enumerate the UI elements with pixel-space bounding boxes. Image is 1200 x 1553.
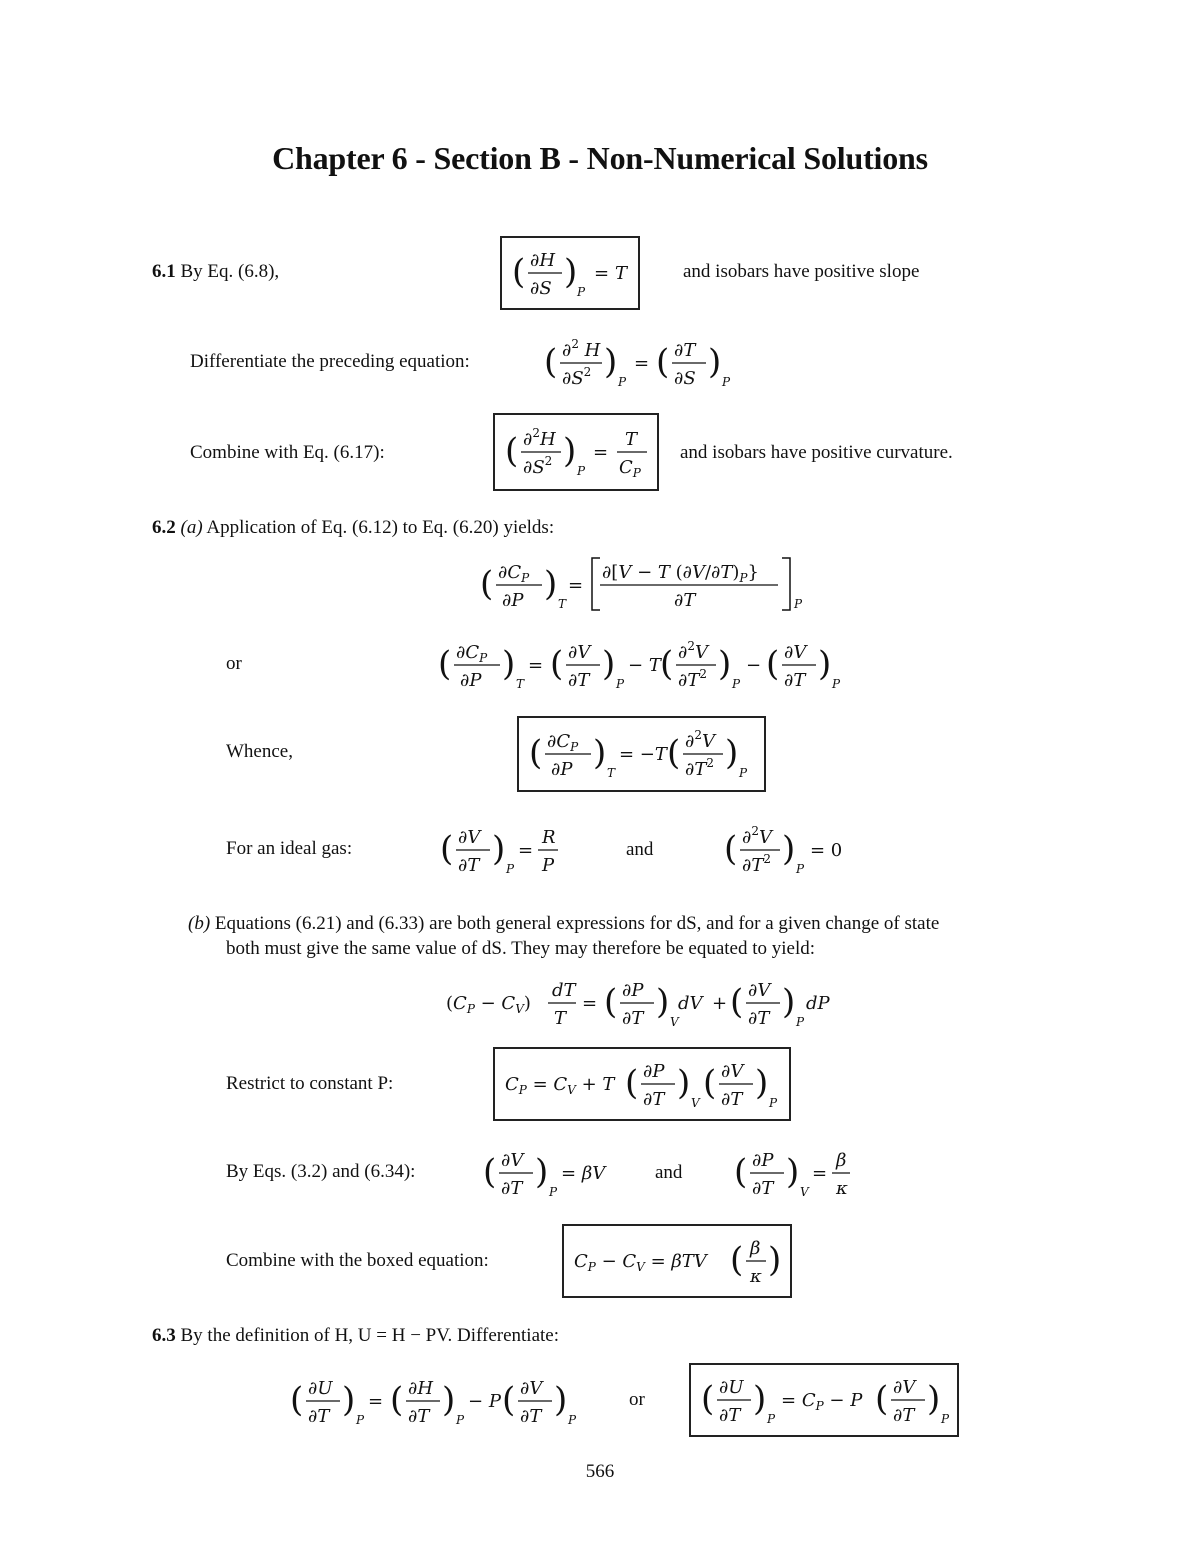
svg-text:∂U: ∂U <box>308 1378 333 1399</box>
svg-text:): ) <box>818 644 832 684</box>
svg-text:∂P: ∂P <box>622 980 644 1001</box>
combine-label: Combine with Eq. (6.17): <box>190 442 385 463</box>
svg-text:∂P: ∂P <box>752 1150 774 1171</box>
svg-text:(: ( <box>766 644 780 684</box>
svg-text:∂T: ∂T <box>748 1008 770 1029</box>
svg-text:CP = CV + T: $C_P = C_V + T$ <box>505 1074 615 1097</box>
svg-text:∂P: ∂P <box>551 759 573 780</box>
svg-text:P: P <box>767 1412 776 1426</box>
svg-text:∂2H: ∂$^2$H <box>523 426 556 450</box>
svg-text:∂T: ∂T <box>643 1089 665 1110</box>
svg-text:(: ( <box>390 1380 404 1420</box>
svg-text:P: P <box>549 1185 558 1199</box>
svg-text:): ) <box>544 564 558 604</box>
svg-text:(: ( <box>734 1152 748 1192</box>
svg-text:): ) <box>535 1152 549 1192</box>
svg-text:P: P <box>796 862 805 876</box>
svg-text:P: P <box>796 1015 805 1029</box>
svg-text:): ) <box>782 829 796 869</box>
svg-text:= βV: = βV <box>561 1163 606 1184</box>
svg-text:T: T <box>615 263 628 284</box>
problem-number: 6.1 <box>152 261 176 282</box>
svg-text:(: ( <box>724 829 738 869</box>
svg-text:∂T2: $\partial T^2$ <box>742 852 771 876</box>
svg-text:∂V: ∂V <box>458 827 481 848</box>
svg-text:CP − CV = βTV: $C_P - C_V = \beta TV$ <box>574 1251 707 1274</box>
svg-text:∂H: ∂H <box>408 1378 434 1399</box>
svg-text:(: ( <box>667 733 681 773</box>
svg-text:V: V <box>691 1096 700 1110</box>
svg-text:(: ( <box>701 1379 715 1419</box>
svg-text:T: T <box>554 1008 567 1029</box>
svg-text:= CP − P: = $C_P - P$ <box>781 1390 863 1413</box>
svg-text:=: = <box>528 655 544 676</box>
page-title: Chapter 6 - Section B - Non-Numerical Solutions <box>272 140 928 176</box>
svg-text:∂T: ∂T <box>752 1178 774 1199</box>
svg-text:): ) <box>927 1379 941 1419</box>
svg-text:(: ( <box>660 644 674 684</box>
svg-text:=: = <box>518 840 534 861</box>
svg-text:P: P <box>577 285 586 299</box>
svg-text:): ) <box>554 1380 568 1420</box>
and-connector: and <box>655 1162 683 1183</box>
svg-text:(: ( <box>875 1379 889 1419</box>
svg-text:P: P <box>769 1096 778 1110</box>
svg-text:∂T: ∂T <box>721 1089 743 1110</box>
svg-text:+: + <box>712 993 728 1014</box>
by-eqs-label: By Eqs. (3.2) and (6.34): <box>226 1161 416 1182</box>
svg-text:P: P <box>456 1413 465 1427</box>
svg-text:− P: − P <box>468 1391 501 1412</box>
svg-text:∂P: ∂P <box>460 670 482 691</box>
svg-text:∂T: ∂T <box>520 1406 542 1427</box>
svg-text:∂T: ∂T <box>622 1008 644 1029</box>
svg-text:∂CP: $\partial C_P$ <box>498 562 530 585</box>
svg-text:∂S2: $\partial S^2$ <box>523 454 553 478</box>
boxed-equation-Cp-Cv <box>493 1047 791 1121</box>
svg-text:∂U: ∂U <box>719 1377 744 1398</box>
svg-text:∂CP: $\partial C_P$ <box>456 642 488 665</box>
svg-text:P: P <box>568 1413 577 1427</box>
and-connector: and <box>626 839 654 860</box>
svg-text:∂2V: ∂$^2$V <box>678 639 708 663</box>
part-b-text-line1: Equations (6.21) and (6.33) are both general expressions for dS, and for a given change of state <box>214 913 940 934</box>
svg-text:T: T <box>625 429 638 450</box>
svg-text:∂V: ∂V <box>784 642 807 663</box>
svg-text:(: ( <box>438 644 452 684</box>
problem-6-1-curvature-note: and isobars have positive curvature. <box>680 442 953 463</box>
problem-6-1-lead-text: By Eq. (6.8), <box>180 261 280 282</box>
svg-text:=: = <box>568 575 584 596</box>
svg-text:P: P <box>577 464 586 478</box>
problem-6-3-lead <box>152 1324 559 1348</box>
svg-text:R: R <box>542 827 556 848</box>
svg-text:P: P <box>506 862 515 876</box>
part-marker-b: (b) <box>188 913 211 934</box>
svg-text:∂T2: $\partial T^2$ <box>678 667 707 691</box>
differentiate-label: Differentiate the preceding equation: <box>190 351 470 372</box>
svg-text:T: T <box>607 766 616 780</box>
svg-text:= 0: = 0 <box>810 840 843 861</box>
svg-text:∂P: ∂P <box>643 1061 665 1082</box>
svg-text:P: P <box>618 375 627 389</box>
equation-dH-dS-equals-T <box>502 238 638 308</box>
svg-text:∂T: ∂T <box>719 1405 741 1426</box>
combine-boxed-label: Combine with the boxed equation: <box>226 1250 489 1271</box>
svg-text:P: P <box>542 855 555 876</box>
svg-text:P: P <box>722 375 731 389</box>
svg-text:∂S2: $\partial S^2$ <box>562 365 592 389</box>
svg-text:): ) <box>492 829 506 869</box>
svg-text:∂T: ∂T <box>308 1406 330 1427</box>
svg-text:− T: − T <box>628 655 661 676</box>
svg-text:): ) <box>768 1240 782 1280</box>
problem-number: 6.2 <box>152 517 176 538</box>
equation-dCp-dP-expanded <box>436 630 856 705</box>
svg-text:(: ( <box>703 1063 717 1103</box>
svg-text:κ: κ <box>750 1266 762 1287</box>
svg-text:): ) <box>782 982 796 1022</box>
or-label: or <box>629 1389 645 1410</box>
equation-beta-V <box>481 1138 621 1213</box>
boxed-equation-dCp-dP <box>517 716 766 792</box>
svg-text:∂V: ∂V <box>568 642 591 663</box>
svg-text:): ) <box>342 1380 356 1420</box>
svg-text:): ) <box>755 1063 769 1103</box>
equation-ideal-gas-d2V-dT2 <box>722 815 862 890</box>
svg-text:P: P <box>832 677 841 691</box>
svg-text:∂T: ∂T <box>674 340 696 361</box>
svg-text:): ) <box>718 644 732 684</box>
svg-text:∂CP: $\partial C_P$ <box>547 731 579 754</box>
svg-text:(: ( <box>505 431 519 471</box>
svg-text:): ) <box>593 733 607 773</box>
svg-text:∂T: ∂T <box>784 670 806 691</box>
svg-text:∂T: ∂T <box>893 1405 915 1426</box>
svg-text:P: P <box>794 597 803 611</box>
svg-text:(: ( <box>544 342 558 382</box>
svg-text:): ) <box>442 1380 456 1420</box>
svg-text:∂V: ∂V <box>721 1061 744 1082</box>
ideal-gas-label: For an ideal gas: <box>226 838 353 859</box>
svg-text:(CP − CV): $(C_P - C_V)$ <box>446 993 531 1016</box>
svg-text:(: ( <box>502 1380 516 1420</box>
svg-text:∂2 H: ∂$^2$ H <box>562 337 601 361</box>
equation-dU-dT-expanded <box>288 1366 598 1441</box>
svg-text:= −T: = −T <box>619 744 667 765</box>
svg-text:∂H: ∂H <box>530 250 556 271</box>
svg-text:T: T <box>516 677 525 691</box>
svg-text:V: V <box>670 1015 679 1029</box>
svg-text:(: ( <box>290 1380 304 1420</box>
svg-text:∂S: ∂S <box>674 368 696 389</box>
svg-text:): ) <box>786 1152 800 1192</box>
svg-text:=: = <box>368 1391 384 1412</box>
equation-beta-over-kappa <box>732 1138 872 1213</box>
svg-text:(: ( <box>730 982 744 1022</box>
svg-text:): ) <box>502 644 516 684</box>
svg-text:): ) <box>563 431 577 471</box>
svg-text:∂2V: ∂$^2$V <box>685 728 715 752</box>
equation-entropy-equated <box>444 968 864 1043</box>
svg-text:(: ( <box>483 1152 497 1192</box>
svg-text:∂P: ∂P <box>502 590 524 611</box>
svg-text:P: P <box>616 677 625 691</box>
svg-text:=: = <box>812 1163 828 1184</box>
problem-6-2-part-a <box>152 516 554 540</box>
svg-text:(: ( <box>529 733 543 773</box>
svg-text:∂V: ∂V <box>748 980 771 1001</box>
svg-text:∂V: ∂V <box>893 1377 916 1398</box>
svg-text:P: P <box>732 677 741 691</box>
svg-text:∂T: ∂T <box>568 670 590 691</box>
svg-text:dT: dT <box>552 980 576 1001</box>
svg-text:=: = <box>582 993 598 1014</box>
svg-text:∂T: ∂T <box>674 590 696 611</box>
part-b-text-line2: both must give the same value of dS. They may therefore be equated to yield: <box>226 938 816 959</box>
or-label: or <box>226 653 242 674</box>
svg-text:(: ( <box>512 252 526 292</box>
svg-text:): ) <box>602 644 616 684</box>
svg-text:P: P <box>739 766 748 780</box>
svg-text:V: V <box>800 1185 809 1199</box>
boxed-equation-dH-dS <box>500 236 640 310</box>
svg-text:∂S: ∂S <box>530 278 552 299</box>
svg-text:κ: κ <box>836 1178 848 1199</box>
restrict-label: Restrict to constant P: <box>226 1073 394 1094</box>
svg-text:∂V: ∂V <box>501 1150 524 1171</box>
svg-text:∂T: ∂T <box>458 855 480 876</box>
svg-text:(: ( <box>656 342 670 382</box>
svg-text:=: = <box>594 263 610 284</box>
problem-6-2-part-b-line1 <box>188 912 939 936</box>
whence-label: Whence, <box>226 741 293 762</box>
part-a-text: Application of Eq. (6.12) to Eq. (6.20) yields: <box>206 517 555 538</box>
equation-dCp-dP-bracket <box>478 550 818 625</box>
page-number: 566 <box>585 1461 615 1482</box>
svg-text:(: ( <box>625 1063 639 1103</box>
svg-text:=: = <box>593 442 609 463</box>
svg-text:): ) <box>677 1063 691 1103</box>
svg-text:): ) <box>604 342 618 382</box>
svg-text:CP: $C_P$ <box>619 457 641 480</box>
svg-text:T: T <box>558 597 567 611</box>
problem-6-3-text: By the definition of H, U = H − PV. Differentiate: <box>180 1325 560 1346</box>
boxed-equation-curvature <box>493 413 659 491</box>
boxed-equation-dU-dT <box>689 1363 959 1437</box>
svg-text:∂T2: $\partial T^2$ <box>685 756 714 780</box>
problem-6-1-lead <box>152 260 279 284</box>
problem-number: 6.3 <box>152 1325 176 1346</box>
svg-text:(: ( <box>730 1240 744 1280</box>
svg-text:(: ( <box>604 982 618 1022</box>
svg-text:∂[V − T (∂V/∂T)P}: ∂[V − T $(\partial V/\partial T)_P$} <box>602 562 759 585</box>
equation-second-derivative-H <box>542 328 752 403</box>
boxed-equation-Cp-minus-Cv <box>562 1224 792 1298</box>
svg-text:=: = <box>634 353 650 374</box>
svg-text:(: ( <box>550 644 564 684</box>
svg-text:dV: dV <box>678 993 703 1014</box>
svg-text:): ) <box>753 1379 767 1419</box>
svg-text:−: − <box>746 655 762 676</box>
svg-text:(: ( <box>480 564 494 604</box>
svg-text:(: ( <box>440 829 454 869</box>
svg-text:): ) <box>656 982 670 1022</box>
svg-text:∂V: ∂V <box>520 1378 543 1399</box>
svg-text:∂T: ∂T <box>501 1178 523 1199</box>
svg-text:∂2V: ∂$^2$V <box>742 824 772 848</box>
equation-ideal-gas-dV-dT <box>438 815 578 890</box>
svg-text:): ) <box>708 342 722 382</box>
problem-6-1-slope-note: and isobars have positive slope <box>683 261 920 282</box>
svg-text:∂T: ∂T <box>408 1406 430 1427</box>
svg-text:): ) <box>725 733 739 773</box>
svg-text:β: β <box>836 1150 847 1171</box>
part-marker-a: (a) <box>180 517 203 538</box>
svg-text:dP: dP <box>806 993 830 1014</box>
svg-text:β: β <box>750 1238 761 1259</box>
svg-text:): ) <box>564 252 578 292</box>
svg-text:P: P <box>941 1412 950 1426</box>
svg-text:P: P <box>356 1413 365 1427</box>
